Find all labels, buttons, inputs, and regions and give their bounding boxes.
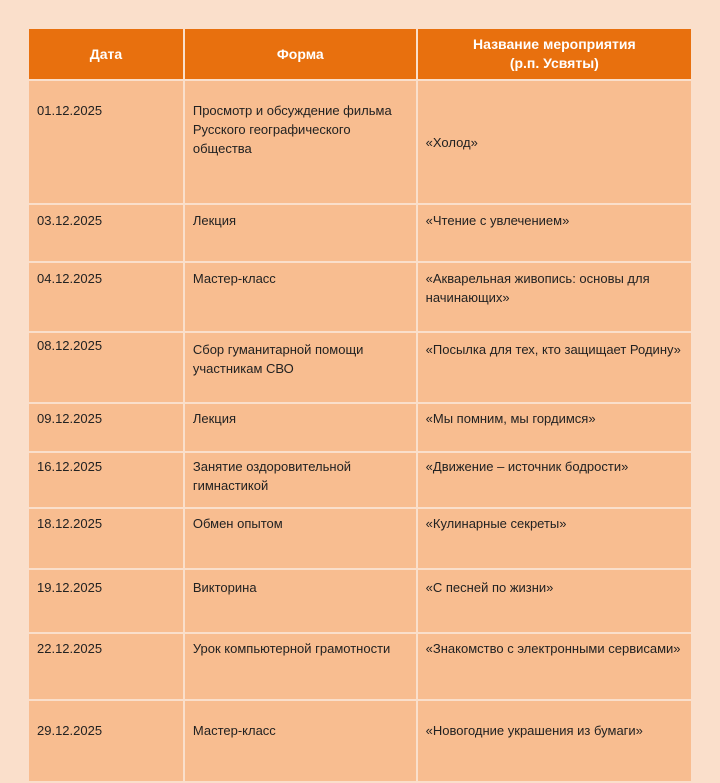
table-row [29, 81, 691, 203]
cell-form: Обмен опытом [185, 509, 416, 568]
table-row [29, 404, 691, 451]
cell-date: 01.12.2025 [29, 81, 183, 203]
header-event-name-line2: (р.п. Усвяты) [509, 55, 599, 71]
cell-form: Занятие оздоровительной гимнастикой [185, 453, 416, 507]
cell-date: 19.12.2025 [29, 570, 183, 632]
cell-event-name: «Движение – источник бодрости» [418, 453, 691, 507]
cell-event-name: «Акварельная живопись: основы для начинающих» [418, 263, 691, 331]
cell-event-name: «Мы помним, мы гордимся» [418, 404, 691, 451]
table-row [29, 701, 691, 781]
cell-form: Сбор гуманитарной помощи участникам СВО [185, 333, 416, 402]
table-header-row [29, 29, 691, 79]
table-row [29, 509, 691, 568]
cell-form: Мастер-класс [185, 263, 416, 331]
cell-date: 18.12.2025 [29, 509, 183, 568]
cell-event-name: «Знакомство с электронными сервисами» [418, 634, 691, 699]
table-row [29, 333, 691, 402]
cell-event-name: «Посылка для тех, кто защищает Родину» [418, 333, 691, 402]
cell-date: 08.12.2025 [29, 333, 183, 402]
cell-date: 09.12.2025 [29, 404, 183, 451]
cell-date: 29.12.2025 [29, 701, 183, 781]
header-form: Форма [185, 29, 416, 79]
cell-form: Лекция [185, 205, 416, 261]
cell-event-name: «Кулинарные секреты» [418, 509, 691, 568]
cell-form: Просмотр и обсуждение фильма Русского географического общества [185, 81, 416, 203]
table-row [29, 634, 691, 699]
cell-event-name: «Холод» [418, 81, 691, 203]
cell-form: Мастер-класс [185, 701, 416, 781]
events-table-container [27, 27, 693, 783]
events-table [27, 27, 693, 783]
cell-form: Урок компьютерной грамотности [185, 634, 416, 699]
table-row [29, 205, 691, 261]
cell-date: 22.12.2025 [29, 634, 183, 699]
cell-form: Лекция [185, 404, 416, 451]
cell-event-name: «С песней по жизни» [418, 570, 691, 632]
table-row [29, 570, 691, 632]
header-event-name-line1: Название мероприятия [473, 36, 636, 52]
cell-form: Викторина [185, 570, 416, 632]
table-row [29, 453, 691, 507]
header-date: Дата [29, 29, 183, 79]
cell-event-name: «Новогодние украшения из бумаги» [418, 701, 691, 781]
cell-date: 16.12.2025 [29, 453, 183, 507]
table-row [29, 263, 691, 331]
cell-event-name: «Чтение с увлечением» [418, 205, 691, 261]
header-event-name [418, 29, 691, 79]
cell-date: 03.12.2025 [29, 205, 183, 261]
cell-date: 04.12.2025 [29, 263, 183, 331]
